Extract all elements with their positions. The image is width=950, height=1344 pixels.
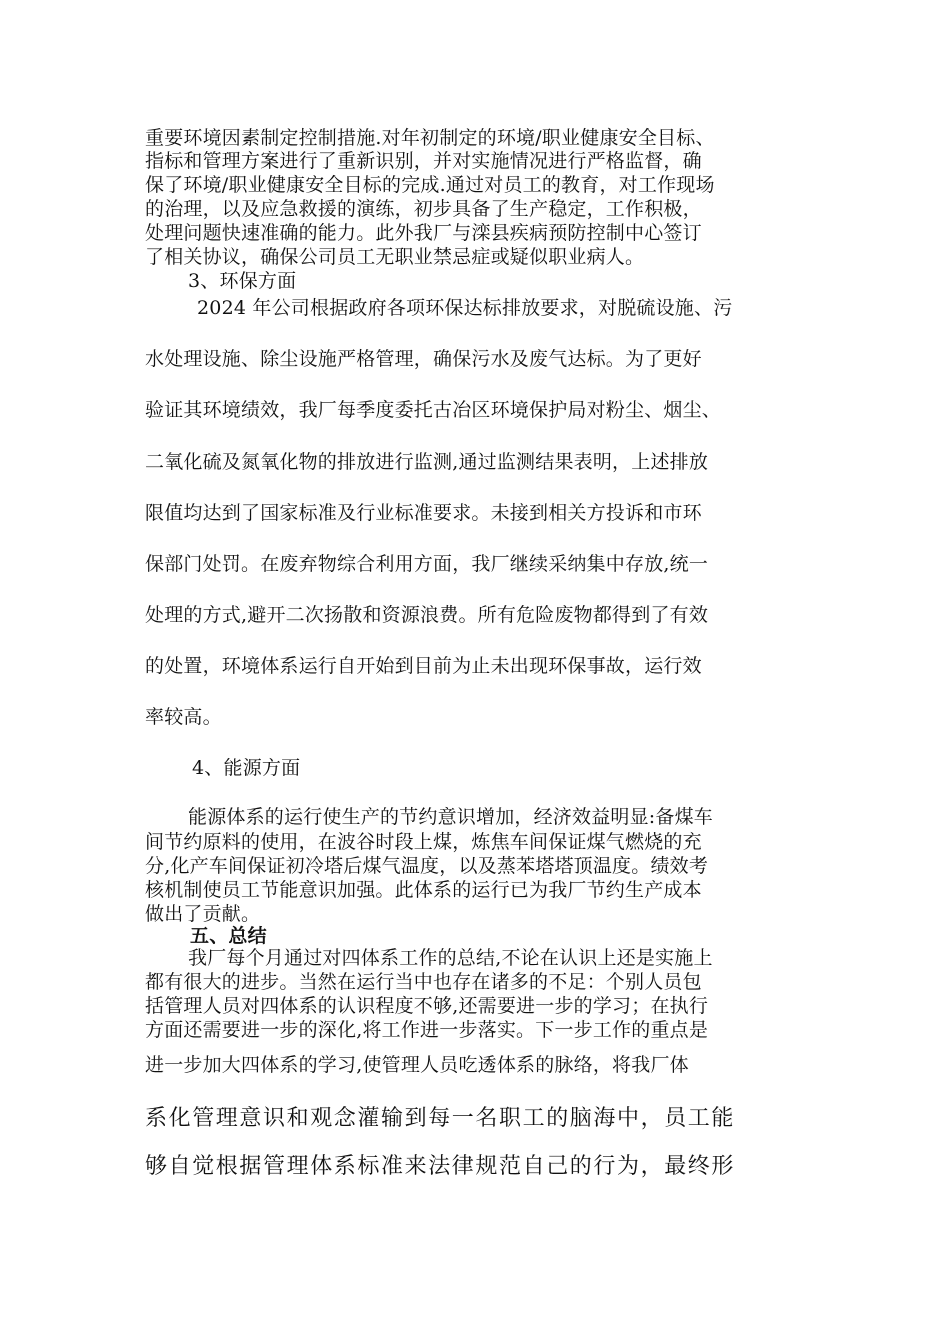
text-line: 能源体系的运行使生产的节约意识增加，经济效益明显:备煤车 [188, 806, 714, 828]
text-line: 处理问题快速准确的能力。此外我厂与滦县疾病预防控制中心签订 [145, 222, 702, 244]
text-line: 的治理，以及应急救援的演练，初步具备了生产稳定，工作积极， [145, 198, 702, 220]
text-line: 方面还需要进一步的深化,将工作进一步落实。下一步工作的重点是 [145, 1019, 709, 1041]
text-line: 够自觉根据管理体系标准来法律规范自己的行为，最终形 [145, 1154, 736, 1179]
text-line: 的处置，环境体系运行自开始到目前为止未出现环保事故，运行效 [145, 655, 702, 677]
text-line: 我厂每个月通过对四体系工作的总结,不论在认识上还是实施上 [188, 947, 713, 969]
heading-summary: 五、总结 [190, 925, 267, 947]
text-line: 做出了贡献。 [145, 903, 261, 925]
text-line: 限值均达到了国家标准及行业标准要求。未接到相关方投诉和市环 [145, 502, 702, 524]
text-line: 保部门处罚。在废弃物综合利用方面，我厂继续采纳集中存放,统一 [145, 553, 709, 575]
text-line: 核机制使员工节能意识加强。此体系的运行已为我厂节约生产成本 [145, 879, 702, 901]
text-line: 水处理设施、除尘设施严格管理，确保污水及废气达标。为了更好 [145, 348, 702, 370]
text-line: 间节约原料的使用，在波谷时段上煤，炼焦车间保证煤气燃烧的充 [145, 831, 702, 853]
text-line: 系化管理意识和观念灌输到每一名职工的脑海中，员工能 [145, 1106, 736, 1131]
text-line: 分,化产车间保证初冷塔后煤气温度，以及蒸苯塔塔顶温度。绩效考 [145, 855, 709, 877]
text-line: 处理的方式,避开二次扬散和资源浪费。所有危险废物都得到了有效 [145, 604, 709, 626]
text-line: 都有很大的进步。当然在运行当中也存在诸多的不足：个别人员包 [145, 971, 702, 993]
text-line: 验证其环境绩效，我厂每季度委托古冶区环境保护局对粉尘、烟尘、 [145, 399, 722, 421]
text-line: 进一步加大四体系的学习,使管理人员吃透体系的脉络，将我厂体 [145, 1054, 689, 1076]
heading-environmental: 3、环保方面 [188, 270, 297, 292]
text-line: 重要环境因素制定控制措施.对年初制定的环境/职业健康安全目标、 [145, 127, 715, 149]
text-line: 二氧化硫及氮氧化物的排放进行监测,通过监测结果表明，上述排放 [145, 451, 709, 473]
text-line: 了相关协议，确保公司员工无职业禁忌症或疑似职业病人。 [145, 246, 645, 268]
heading-energy: 4、能源方面 [192, 757, 301, 779]
text-line: 指标和管理方案进行了重新识别，并对实施情况进行严格监督，确 [145, 150, 702, 172]
text-line: 保了环境/职业健康安全目标的完成.通过对员工的教育，对工作现场 [145, 174, 715, 196]
text-line: 2024 年公司根据政府各项环保达标排放要求，对脱硫设施、污 [197, 297, 733, 319]
text-line: 率较高。 [145, 706, 222, 728]
text-line: 括管理人员对四体系的认识程度不够,还需要进一步的学习；在执行 [145, 995, 709, 1017]
